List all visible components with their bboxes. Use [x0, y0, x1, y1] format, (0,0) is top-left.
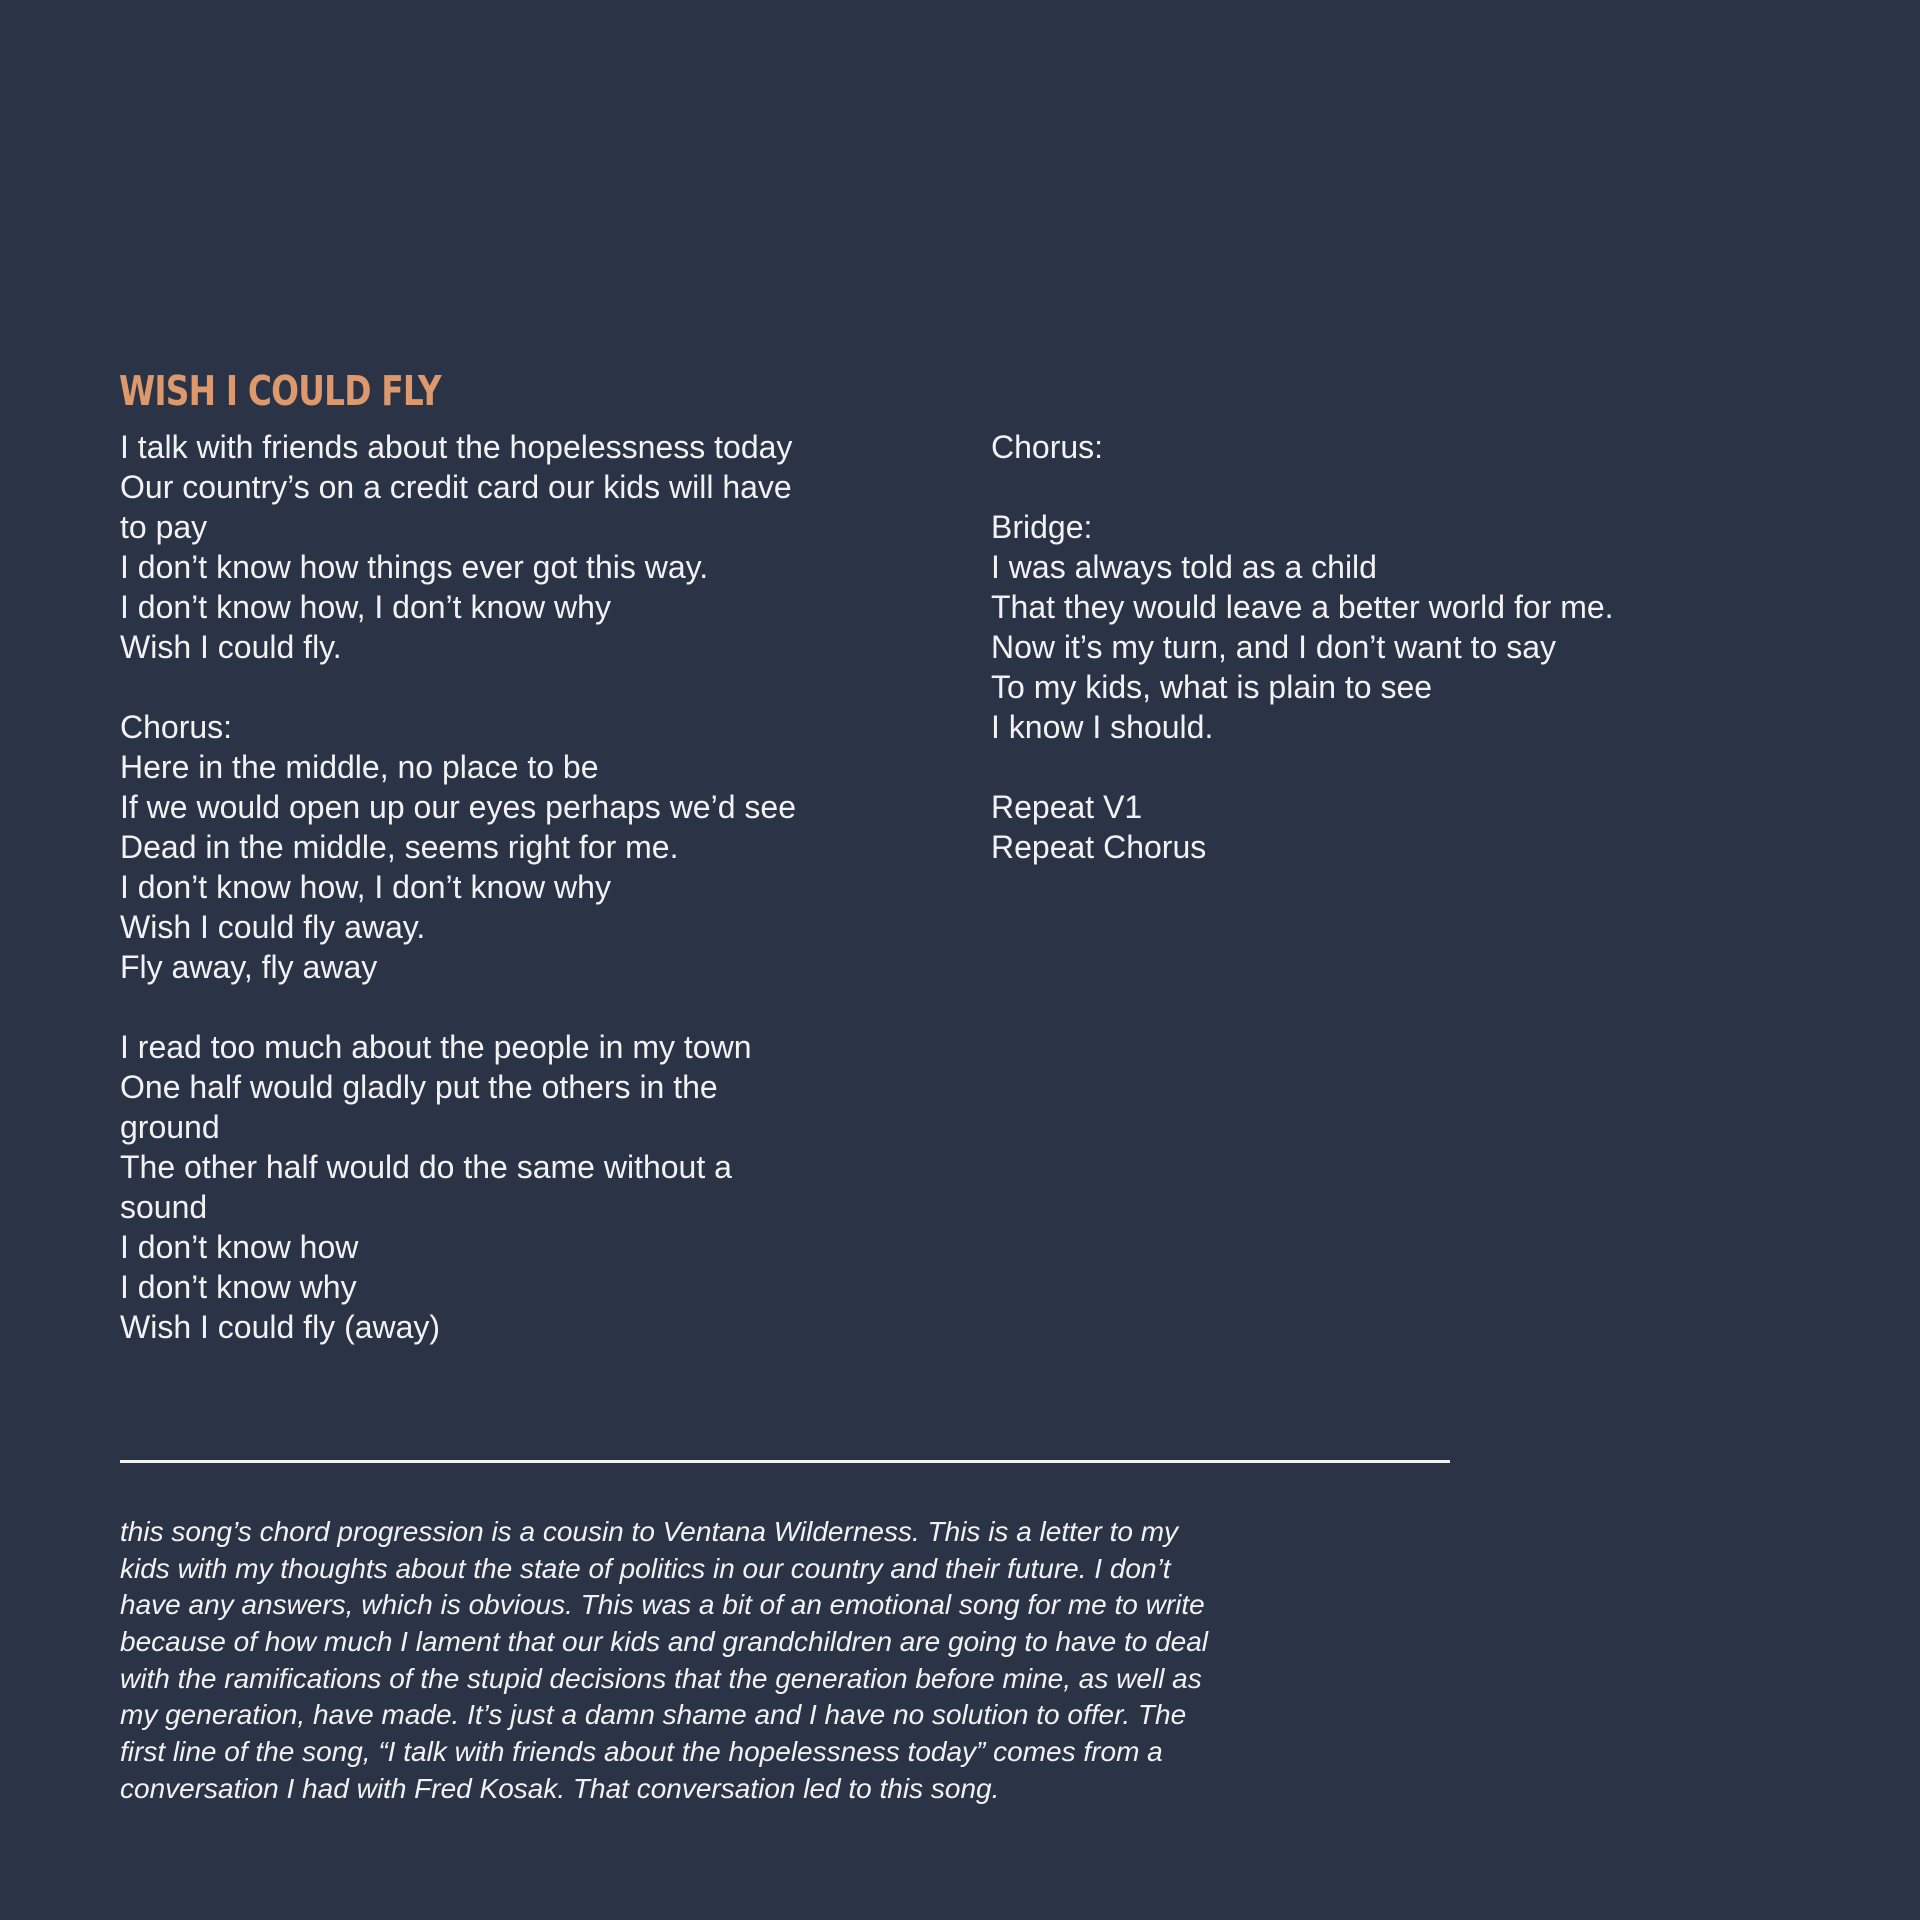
lyric-line: That they would leave a better world for me. [991, 589, 1614, 625]
lyric-line: I don’t know how things ever got this way. [120, 549, 709, 585]
lyric-line: I don’t know why [120, 1269, 357, 1305]
lyric-line: The other half would do the same without a [120, 1149, 732, 1185]
lyric-line: If we would open up our eyes perhaps we’d see [120, 789, 796, 825]
lyric-line: sound [120, 1189, 208, 1225]
lyric-line: I talk with friends about the hopelessness today [120, 429, 793, 465]
section-divider [120, 1460, 1450, 1463]
note-line: with the ramifications of the stupid decisions that the generation before mine, as well as [120, 1662, 1202, 1694]
lyric-line: to pay [120, 509, 208, 545]
note-line: because of how much I lament that our kids and grandchildren are going to have to deal [120, 1626, 1209, 1658]
lyric-line: Wish I could fly (away) [120, 1309, 441, 1345]
lyric-blank-line [991, 467, 1614, 507]
note-line: conversation I had with Fred Kosak. That conversation led to this song. [120, 1772, 1000, 1804]
lyric-line: Bridge: [991, 509, 1093, 545]
lyrics-column-right [991, 427, 1614, 867]
lyric-line: I was always told as a child [991, 549, 1377, 585]
lyric-line: Chorus: [120, 709, 233, 745]
song-note [120, 1514, 1460, 1808]
lyric-line: I read too much about the people in my town [120, 1029, 752, 1065]
lyric-line: I know I should. [991, 709, 1214, 745]
lyric-blank-line [120, 667, 796, 707]
lyric-line: ground [120, 1109, 220, 1145]
note-line: have any answers, which is obvious. This was a bit of an emotional song for me to write [120, 1589, 1205, 1621]
lyrics-column-left [120, 427, 796, 1347]
lyric-line: Chorus: [991, 429, 1104, 465]
note-line: my generation, have made. It’s just a damn shame and I have no solution to offer. The [120, 1699, 1187, 1731]
lyric-line: I don’t know how [120, 1229, 359, 1265]
lyric-line: Wish I could fly away. [120, 909, 426, 945]
lyric-line: Repeat Chorus [991, 829, 1207, 865]
lyric-line: I don’t know how, I don’t know why [120, 589, 611, 625]
song-title: WISH I COULD FLY [119, 367, 441, 415]
note-line: kids with my thoughts about the state of politics in our country and their future. I don’t [120, 1552, 1171, 1584]
lyric-line: One half would gladly put the others in the [120, 1069, 718, 1105]
lyric-line: Repeat V1 [991, 789, 1143, 825]
lyric-line: Dead in the middle, seems right for me. [120, 829, 679, 865]
lyric-line: To my kids, what is plain to see [991, 669, 1433, 705]
lyric-line: Our country’s on a credit card our kids will have [120, 469, 792, 505]
lyric-line: Here in the middle, no place to be [120, 749, 599, 785]
lyric-line: Now it’s my turn, and I don’t want to say [991, 629, 1556, 665]
lyric-line: Fly away, fly away [120, 949, 378, 985]
lyric-line: Wish I could fly. [120, 629, 342, 665]
lyric-blank-line [991, 747, 1614, 787]
lyric-blank-line [120, 987, 796, 1027]
lyric-line: I don’t know how, I don’t know why [120, 869, 611, 905]
note-line: this song’s chord progression is a cousin to Ventana Wilderness. This is a letter to my [120, 1516, 1179, 1547]
note-line: first line of the song, “I talk with friends about the hopelessness today” comes from a [120, 1736, 1163, 1768]
